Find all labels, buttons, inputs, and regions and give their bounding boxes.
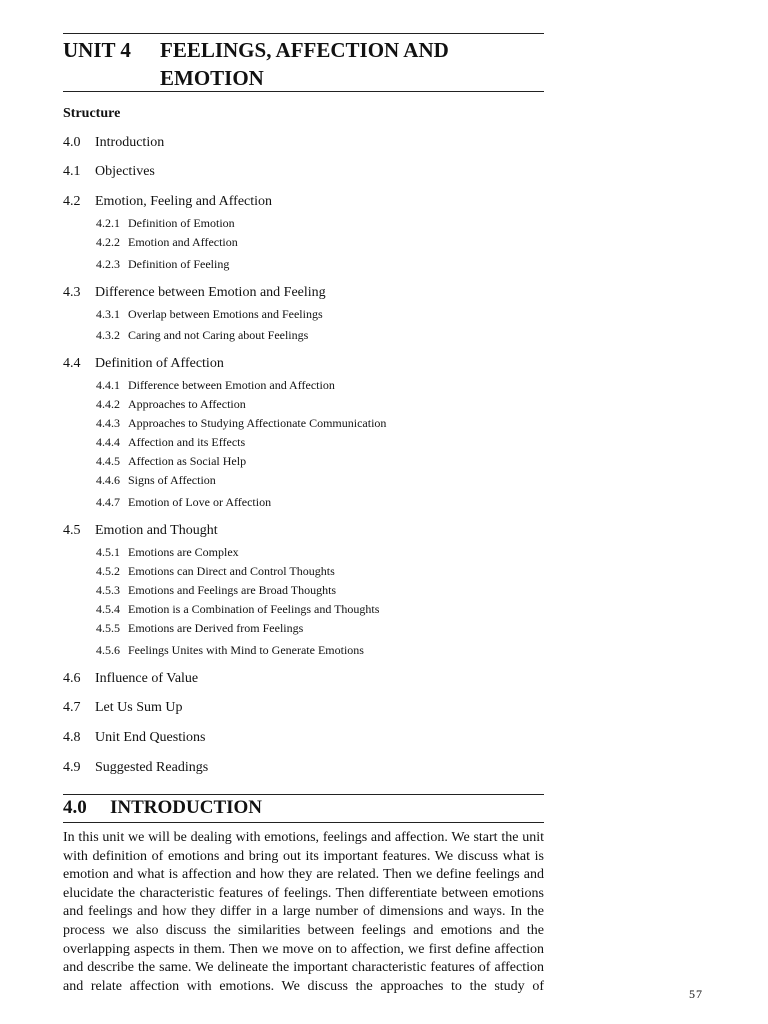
toc-subitem-number: 4.5.4 bbox=[96, 602, 120, 616]
toc-item-title: Difference between Emotion and Feeling bbox=[95, 285, 326, 300]
toc-subitem-title: Overlap between Emotions and Feelings bbox=[128, 307, 323, 321]
structure-label: Structure bbox=[63, 106, 121, 121]
toc-subitem-number: 4.4.3 bbox=[96, 416, 120, 430]
toc-subitem-title: Affection and its Effects bbox=[128, 435, 246, 449]
toc-subitem-number: 4.4.7 bbox=[96, 495, 120, 509]
toc-subitem-title: Definition of Feeling bbox=[128, 257, 230, 271]
toc-item-title: Unit End Questions bbox=[95, 730, 206, 745]
toc-item-number: 4.4 bbox=[63, 356, 81, 371]
toc-subitem-number: 4.2.1 bbox=[96, 216, 120, 230]
toc-subitem-number: 4.5.6 bbox=[96, 643, 120, 657]
unit-title-line-1: FEELINGS, AFFECTION AND bbox=[160, 38, 449, 62]
toc-subitem-number: 4.5.5 bbox=[96, 621, 120, 635]
toc-subitem-title: Affection as Social Help bbox=[128, 454, 247, 468]
page-number: 57 bbox=[689, 987, 703, 1001]
toc-subitem-number: 4.4.5 bbox=[96, 454, 120, 468]
toc-subitem-title: Approaches to Affection bbox=[128, 397, 246, 411]
section-top-rule bbox=[63, 794, 544, 795]
section-bottom-rule bbox=[63, 822, 544, 823]
toc-item-title: Definition of Affection bbox=[95, 356, 224, 371]
toc-subitem-number: 4.3.1 bbox=[96, 307, 120, 321]
toc-item-number: 4.9 bbox=[63, 760, 81, 775]
toc-subitem-title: Emotion is a Combination of Feelings and Thoughts bbox=[128, 602, 380, 616]
toc-subitem-number: 4.4.6 bbox=[96, 473, 120, 487]
unit-number: UNIT 4 bbox=[63, 38, 131, 62]
toc-subitem-number: 4.2.2 bbox=[96, 235, 120, 249]
toc-item-title: Let Us Sum Up bbox=[95, 700, 183, 715]
toc-subitem-title: Signs of Affection bbox=[128, 473, 216, 487]
toc-subitem-number: 4.4.4 bbox=[96, 435, 120, 449]
toc-subitem-number: 4.4.2 bbox=[96, 397, 120, 411]
toc-subitem-title: Approaches to Studying Affectionate Communication bbox=[128, 416, 387, 430]
toc-item-number: 4.1 bbox=[63, 164, 81, 179]
toc-item-number: 4.2 bbox=[63, 194, 81, 209]
toc-subitem-title: Feelings Unites with Mind to Generate Emotions bbox=[128, 643, 364, 657]
toc-item-number: 4.0 bbox=[63, 135, 81, 150]
section-title: INTRODUCTION bbox=[110, 797, 263, 818]
toc-subitem-title: Emotion and Affection bbox=[128, 235, 238, 249]
title-bottom-rule bbox=[63, 91, 544, 92]
toc-subitem-title: Difference between Emotion and Affection bbox=[128, 378, 335, 392]
toc-subitem-number: 4.5.1 bbox=[96, 545, 120, 559]
toc-subitem-title: Definition of Emotion bbox=[128, 216, 235, 230]
toc-subitem-number: 4.4.1 bbox=[96, 378, 120, 392]
toc-subitem-title: Caring and not Caring about Feelings bbox=[128, 328, 309, 342]
toc-item-title: Suggested Readings bbox=[95, 760, 209, 775]
toc-subitem-number: 4.5.3 bbox=[96, 583, 120, 597]
unit-name bbox=[160, 36, 544, 92]
toc-item-title: Emotion and Thought bbox=[95, 523, 218, 538]
toc-item-number: 4.6 bbox=[63, 671, 81, 686]
toc-subitem-number: 4.5.2 bbox=[96, 564, 120, 578]
toc-item-number: 4.8 bbox=[63, 730, 81, 745]
toc-subitem-title: Emotions are Complex bbox=[128, 545, 239, 559]
toc-item-number: 4.7 bbox=[63, 700, 81, 715]
title-top-rule bbox=[63, 33, 544, 34]
introduction-paragraph: In this unit we will be dealing with emotions, feelings and affection. We start the unit with definition of emotions and bring out its important features. We discuss what is emotion and what is affection and how they are related. Then we define feelings and elucidate the characteristic features of feelings. Then differentiate between emotions and feelings and how they differ in a large number of dimensions and ways. In the process we also discuss the similarities between feelings and emotions and the overlapping aspects in them. Then we move on to affection, we first define affection and describe the same. We delineate the important characteristic features of affection and relate affection with emotions. We discuss the approaches to the study of bbox=[63, 830, 544, 994]
toc-item-title: Objectives bbox=[95, 164, 155, 179]
toc-subitem-number: 4.3.2 bbox=[96, 328, 120, 342]
toc-item-title: Influence of Value bbox=[95, 671, 199, 686]
toc-subitem-title: Emotions and Feelings are Broad Thoughts bbox=[128, 583, 337, 597]
toc-subitem-title: Emotions are Derived from Feelings bbox=[128, 621, 304, 635]
toc-item-title: Emotion, Feeling and Affection bbox=[95, 194, 273, 209]
unit-title-line-2: EMOTION bbox=[160, 66, 264, 90]
toc-item-number: 4.5 bbox=[63, 523, 81, 538]
toc-subitem-title: Emotion of Love or Affection bbox=[128, 495, 272, 509]
toc-subitem-number: 4.2.3 bbox=[96, 257, 120, 271]
section-number: 4.0 bbox=[63, 797, 87, 818]
toc-item-title: Introduction bbox=[95, 135, 165, 150]
toc-item-number: 4.3 bbox=[63, 285, 81, 300]
toc-subitem-title: Emotions can Direct and Control Thoughts bbox=[128, 564, 335, 578]
